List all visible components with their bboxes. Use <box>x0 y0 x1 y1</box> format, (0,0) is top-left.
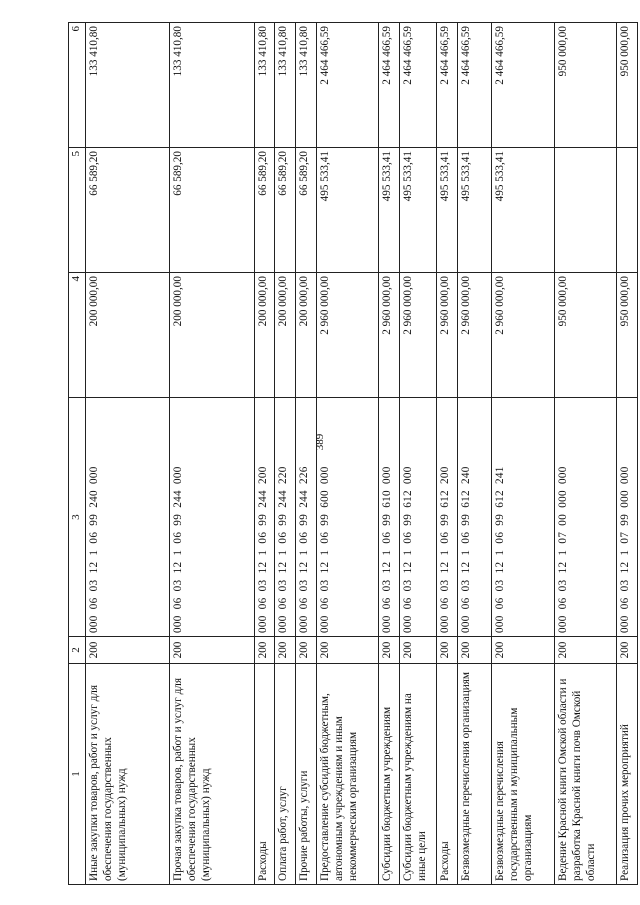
row-kbk: 000 06 03 12 1 07 00 000 000 <box>554 398 617 637</box>
table-row <box>170 23 255 885</box>
row-name: Реализация прочих мероприятий <box>617 664 638 885</box>
header-col-5: 5 <box>69 148 86 273</box>
row-col4: 950 000,00 <box>617 273 638 398</box>
header-col-1: 1 <box>69 664 86 885</box>
header-col-6: 6 <box>69 23 86 148</box>
row-col4: 2 960 000,00 <box>399 273 436 398</box>
row-name: Субсидии бюджетным учреждениям <box>379 664 400 885</box>
row-col4: 2 960 000,00 <box>491 273 554 398</box>
row-code: 200 <box>316 637 379 664</box>
row-code: 200 <box>275 637 296 664</box>
row-name: Предоставление субсидий бюджетным, автономным учреждениям и иным некоммерческим организациям <box>316 664 379 885</box>
row-col6: 133 410,80 <box>85 23 170 148</box>
row-name: Субсидии бюджетным учреждениям на иные цели <box>399 664 436 885</box>
header-col-3: 3 <box>69 398 86 637</box>
row-col5: 495 533,41 <box>379 148 400 273</box>
row-col6: 2 464 466,59 <box>316 23 379 148</box>
row-name: Безвозмездные перечисления организациям <box>457 664 491 885</box>
table-row <box>399 23 436 885</box>
row-col5: 495 533,41 <box>491 148 554 273</box>
row-col5 <box>617 148 638 273</box>
header-row <box>69 23 86 885</box>
row-col6: 2 464 466,59 <box>437 23 458 148</box>
row-name: Иные закупки товаров, работ и услуг для обеспечения государственных (муниципальных) нужд <box>85 664 170 885</box>
row-col4: 2 960 000,00 <box>437 273 458 398</box>
row-kbk: 000 06 03 12 1 06 99 612 240 <box>457 398 491 637</box>
row-col5: 495 533,41 <box>437 148 458 273</box>
row-name: Ведение Красной книги Омской области и разработка Красной книги почв Омской области <box>554 664 617 885</box>
row-code: 200 <box>554 637 617 664</box>
row-col5: 66 589,20 <box>170 148 255 273</box>
row-col6: 2 464 466,59 <box>399 23 436 148</box>
table-row <box>457 23 491 885</box>
table-row <box>85 23 170 885</box>
row-col6: 950 000,00 <box>554 23 617 148</box>
table-row <box>437 23 458 885</box>
row-code: 200 <box>85 637 170 664</box>
row-col4: 2 960 000,00 <box>316 273 379 398</box>
row-kbk: 000 06 03 12 1 06 99 612 000 <box>399 398 436 637</box>
row-col5: 66 589,20 <box>275 148 296 273</box>
page-number: 389 <box>314 433 326 451</box>
table-row <box>316 23 379 885</box>
row-kbk: 000 06 03 12 1 07 99 000 000 <box>617 398 638 637</box>
budget-table <box>68 22 638 885</box>
table-row <box>379 23 400 885</box>
row-code: 200 <box>170 637 255 664</box>
row-col4: 200 000,00 <box>254 273 275 398</box>
row-code: 200 <box>399 637 436 664</box>
row-col4: 200 000,00 <box>295 273 316 398</box>
row-col5: 495 533,41 <box>457 148 491 273</box>
row-col6: 2 464 466,59 <box>457 23 491 148</box>
row-code: 200 <box>437 637 458 664</box>
row-kbk: 000 06 03 12 1 06 99 612 241 <box>491 398 554 637</box>
row-code: 200 <box>491 637 554 664</box>
budget-table-container <box>68 26 638 885</box>
row-col4: 2 960 000,00 <box>457 273 491 398</box>
row-col6: 133 410,80 <box>254 23 275 148</box>
row-col6: 950 000,00 <box>617 23 638 148</box>
row-name: Оплата работ, услуг <box>275 664 296 885</box>
row-kbk: 000 06 03 12 1 06 99 600 000 <box>316 398 379 637</box>
row-code: 200 <box>254 637 275 664</box>
row-col5 <box>554 148 617 273</box>
row-name: Прочие работы, услуги <box>295 664 316 885</box>
row-code: 200 <box>379 637 400 664</box>
row-col6: 2 464 466,59 <box>491 23 554 148</box>
row-code: 200 <box>295 637 316 664</box>
row-name: Безвозмездные перечисления государственным и муниципальным организациям <box>491 664 554 885</box>
row-col4: 950 000,00 <box>554 273 617 398</box>
row-kbk: 000 06 03 12 1 06 99 610 000 <box>379 398 400 637</box>
table-row <box>617 23 638 885</box>
row-col6: 2 464 466,59 <box>379 23 400 148</box>
header-col-4: 4 <box>69 273 86 398</box>
row-col5: 495 533,41 <box>399 148 436 273</box>
header-col-2: 2 <box>69 637 86 664</box>
row-col4: 200 000,00 <box>170 273 255 398</box>
row-code: 200 <box>457 637 491 664</box>
row-col5: 66 589,20 <box>295 148 316 273</box>
table-row <box>254 23 275 885</box>
row-col4: 200 000,00 <box>275 273 296 398</box>
row-kbk: 000 06 03 12 1 06 99 244 000 <box>170 398 255 637</box>
row-name: Прочая закупка товаров, работ и услуг для обеспечения государственных (муниципальных) нужд <box>170 664 255 885</box>
row-kbk: 000 06 03 12 1 06 99 612 200 <box>437 398 458 637</box>
row-name: Расходы <box>254 664 275 885</box>
table-row <box>295 23 316 885</box>
row-col6: 133 410,80 <box>295 23 316 148</box>
row-kbk: 000 06 03 12 1 06 99 244 220 <box>275 398 296 637</box>
row-col5: 66 589,20 <box>85 148 170 273</box>
row-col5: 66 589,20 <box>254 148 275 273</box>
table-row <box>275 23 296 885</box>
row-col6: 133 410,80 <box>275 23 296 148</box>
row-col4: 200 000,00 <box>85 273 170 398</box>
row-code: 200 <box>617 637 638 664</box>
row-kbk: 000 06 03 12 1 06 99 244 200 <box>254 398 275 637</box>
row-name: Расходы <box>437 664 458 885</box>
row-kbk: 000 06 03 12 1 06 99 244 226 <box>295 398 316 637</box>
row-col5: 495 533,41 <box>316 148 379 273</box>
row-kbk: 000 06 03 12 1 06 99 240 000 <box>85 398 170 637</box>
row-col4: 2 960 000,00 <box>379 273 400 398</box>
row-col6: 133 410,80 <box>170 23 255 148</box>
table-row <box>491 23 554 885</box>
table-row <box>554 23 617 885</box>
